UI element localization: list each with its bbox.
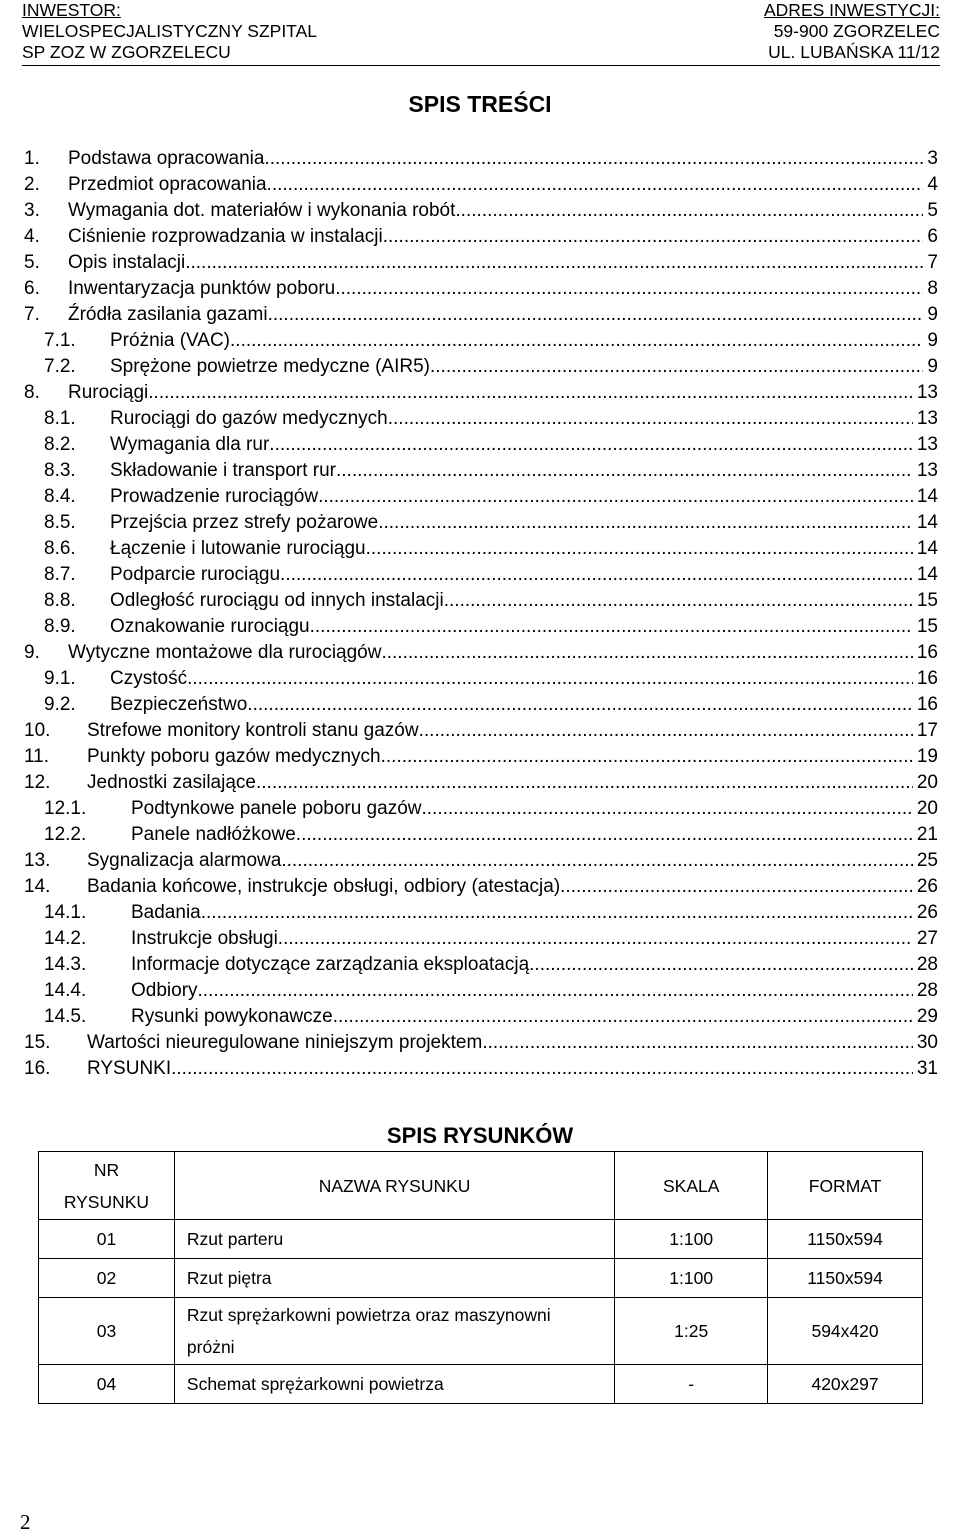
toc-entry-page: 26: [916, 876, 938, 897]
toc-entry-number: 14.3.: [44, 954, 87, 975]
toc-entry-label: Inwentaryzacja punktów poboru: [68, 276, 335, 302]
toc-entry-label: Źródła zasilania gazami: [68, 302, 268, 328]
page-number: 2: [20, 1510, 31, 1534]
toc-dot-leader: [560, 874, 913, 900]
toc-entry-number: 8.2.: [44, 434, 76, 455]
toc-entry-page: 30: [916, 1032, 938, 1053]
toc-entry: [0, 822, 960, 848]
toc-entry-page: 13: [916, 460, 938, 481]
toc-entry-page: 16: [916, 694, 938, 715]
toc-entry-page: 13: [916, 382, 938, 403]
toc-entry-text: [68, 146, 938, 172]
table-row: [39, 1259, 923, 1298]
drawing-format: 1150x594: [768, 1259, 923, 1298]
toc-entry-page: 14: [916, 486, 938, 507]
toc-entry-page: 20: [916, 772, 938, 793]
toc-entry-number: 8.: [24, 382, 40, 403]
header-investor-line: WIELOSPECJALISTYCZNY SZPITAL: [22, 21, 317, 41]
toc-dot-leader: [187, 666, 913, 692]
toc-entry-number: 8.8.: [44, 590, 76, 611]
toc-dot-leader: [378, 510, 913, 536]
toc-entry-number: 8.3.: [44, 460, 76, 481]
toc-entry-text: [87, 1030, 938, 1056]
toc-dot-leader: [148, 380, 913, 406]
toc-entry-label: Rysunki powykonawcze: [131, 1004, 333, 1030]
toc-dot-leader: [280, 562, 913, 588]
header-scale: SKALA: [615, 1152, 768, 1220]
drawing-name: Rzut parteru: [174, 1220, 614, 1259]
toc-entry-text: [68, 276, 938, 302]
toc-entry-page: 20: [916, 798, 938, 819]
toc-entry-page: 14: [916, 564, 938, 585]
toc-entry-label: Opis instalacji: [68, 250, 185, 276]
drawing-scale: -: [615, 1365, 768, 1404]
toc-dot-leader: [430, 354, 923, 380]
drawing-nr: 04: [39, 1365, 175, 1404]
toc-entry-text: [68, 172, 938, 198]
toc-entry-page: 17: [916, 720, 938, 741]
toc-entry-page: 9: [927, 304, 938, 325]
toc-entry-number: 10.: [24, 720, 51, 741]
toc-entry-page: 4: [927, 174, 938, 195]
toc-entry-number: 5.: [24, 252, 40, 273]
toc-entry: [0, 666, 960, 692]
toc-entry-label: Podtynkowe panele poboru gazów: [131, 796, 421, 822]
toc-entry-page: 14: [916, 538, 938, 559]
toc-entry-page: 16: [916, 668, 938, 689]
toc-entry: [0, 744, 960, 770]
toc-dot-leader: [296, 822, 913, 848]
toc-entry-text: [131, 900, 938, 926]
header-address-label: ADRES INWESTYCJI:: [764, 0, 940, 20]
toc-entry-text: [110, 458, 938, 484]
toc-entry-label: Podstawa opracowania: [68, 146, 264, 172]
toc-entry-number: 9.2.: [44, 694, 76, 715]
toc-dot-leader: [366, 536, 913, 562]
toc-entry-page: 29: [916, 1006, 938, 1027]
toc-entry-page: 9: [927, 330, 938, 351]
toc-entry-label: Strefowe monitory kontroli stanu gazów: [87, 718, 419, 744]
toc-entry-text: [110, 328, 938, 354]
toc-entry-number: 8.6.: [44, 538, 76, 559]
toc-entry: [0, 926, 960, 952]
toc-entry-text: [87, 874, 938, 900]
toc-entry-text: [131, 978, 938, 1004]
toc-dot-leader: [455, 198, 923, 224]
drawing-nr: 01: [39, 1220, 175, 1259]
table-of-contents: [0, 146, 960, 1082]
toc-entry-page: 13: [916, 408, 938, 429]
toc-entry-number: 7.1.: [44, 330, 76, 351]
toc-dot-leader: [381, 640, 912, 666]
toc-entry-text: [131, 952, 938, 978]
toc-entry-text: [68, 224, 938, 250]
toc-entry-text: [68, 302, 938, 328]
toc-entry-number: 14.: [24, 876, 51, 897]
toc-entry: [0, 250, 960, 276]
drawing-format: 420x297: [768, 1365, 923, 1404]
toc-entry-label: Odległość rurociągu od innych instalacji: [110, 588, 444, 614]
toc-entry-text: [110, 510, 938, 536]
toc-entry-label: Odbiory: [131, 978, 198, 1004]
toc-entry-number: 8.7.: [44, 564, 76, 585]
toc-dot-leader: [336, 458, 913, 484]
toc-entry: [0, 406, 960, 432]
toc-entry-page: 6: [927, 226, 938, 247]
toc-entry-number: 14.4.: [44, 980, 87, 1001]
toc-entry-text: [110, 484, 938, 510]
toc-entry-label: Czystość: [110, 666, 187, 692]
header-format: FORMAT: [768, 1152, 923, 1220]
drawing-format: 594x420: [768, 1298, 923, 1365]
toc-entry-text: [110, 562, 938, 588]
toc-entry-label: Instrukcje obsługi: [131, 926, 278, 952]
header-nr-line: RYSUNKU: [63, 1191, 150, 1212]
toc-entry-number: 15.: [24, 1032, 51, 1053]
toc-entry-text: [131, 926, 938, 952]
toc-entry-page: 27: [916, 928, 938, 949]
toc-entry: [0, 172, 960, 198]
header-investor-line: SP ZOZ W ZGORZELECU: [22, 42, 231, 62]
toc-entry-label: Informacje dotyczące zarządzania eksploatacją: [131, 952, 529, 978]
toc-dot-leader: [264, 146, 923, 172]
toc-entry: [0, 328, 960, 354]
toc-entry: [0, 588, 960, 614]
toc-dot-leader: [268, 302, 924, 328]
toc-entry: [0, 900, 960, 926]
toc-entry-label: Punkty poboru gazów medycznych: [87, 744, 381, 770]
toc-entry: [0, 380, 960, 406]
toc-entry-text: [87, 1056, 938, 1082]
toc-entry-number: 2.: [24, 174, 40, 195]
toc-entry-text: [87, 770, 938, 796]
toc-entry-text: [87, 744, 938, 770]
toc-entry-number: 4.: [24, 226, 40, 247]
drawings-table-header: [39, 1152, 923, 1220]
toc-entry: [0, 978, 960, 1004]
toc-entry-page: 31: [916, 1058, 938, 1079]
toc-entry: [0, 770, 960, 796]
header-address-line: UL. LUBAŃSKA 11/12: [768, 42, 940, 62]
toc-entry-number: 8.1.: [44, 408, 76, 429]
toc-entry: [0, 536, 960, 562]
toc-entry-label: Ciśnienie rozprowadzania w instalacji: [68, 224, 383, 250]
toc-entry-label: Oznakowanie rurociągu: [110, 614, 310, 640]
toc-entry-number: 12.: [24, 772, 51, 793]
toc-entry-number: 16.: [24, 1058, 51, 1079]
toc-entry-number: 6.: [24, 278, 40, 299]
toc-entry: [0, 718, 960, 744]
toc-dot-leader: [421, 796, 912, 822]
toc-dot-leader: [171, 1056, 913, 1082]
header-investor-label: INWESTOR:: [22, 0, 121, 20]
toc-entry-label: Sprężone powietrze medyczne (AIR5): [110, 354, 430, 380]
toc-entry-label: Wymagania dla rur: [110, 432, 269, 458]
toc-entry-page: 25: [916, 850, 938, 871]
toc-entry-number: 11.: [24, 746, 50, 767]
toc-entry-text: [110, 432, 938, 458]
toc-entry-label: Rurociągi do gazów medycznych: [110, 406, 388, 432]
toc-entry-number: 8.9.: [44, 616, 76, 637]
header-investor: [22, 0, 317, 63]
toc-entry-page: 15: [916, 590, 938, 611]
toc-dot-leader: [318, 484, 913, 510]
drawing-name-line: Rzut sprężarkowni powietrza oraz maszynowni: [186, 1305, 551, 1325]
toc-entry-number: 9.1.: [44, 668, 76, 689]
toc-entry-text: [87, 848, 938, 874]
toc-entry-text: [110, 692, 938, 718]
toc-entry-label: Bezpieczeństwo: [110, 692, 247, 718]
toc-entry-number: 8.5.: [44, 512, 76, 533]
toc-dot-leader: [444, 588, 913, 614]
header-divider: [22, 65, 940, 66]
toc-entry-text: [131, 822, 938, 848]
toc-dot-leader: [247, 692, 913, 718]
toc-entry-number: 14.2.: [44, 928, 87, 949]
toc-entry-page: 13: [916, 434, 938, 455]
toc-entry-page: 15: [916, 616, 938, 637]
toc-entry-number: 13.: [24, 850, 51, 871]
toc-dot-leader: [198, 978, 913, 1004]
toc-entry-text: [68, 250, 938, 276]
drawing-scale: 1:100: [615, 1220, 768, 1259]
toc-entry-page: 3: [927, 148, 938, 169]
toc-entry-page: 28: [916, 954, 938, 975]
header-nr: [39, 1152, 175, 1220]
toc-entry-text: [110, 406, 938, 432]
toc-dot-leader: [333, 1004, 913, 1030]
toc-title: SPIS TREŚCI: [408, 91, 552, 117]
toc-dot-leader: [335, 276, 923, 302]
toc-entry: [0, 354, 960, 380]
toc-entry: [0, 224, 960, 250]
toc-entry-label: Sygnalizacja alarmowa: [87, 848, 281, 874]
toc-entry-text: [110, 588, 938, 614]
toc-entry-label: Badania: [131, 900, 201, 926]
toc-entry: [0, 1056, 960, 1082]
toc-entry-text: [110, 614, 938, 640]
toc-entry-page: 14: [916, 512, 938, 533]
toc-entry-label: Prowadzenie rurociągów: [110, 484, 318, 510]
toc-dot-leader: [230, 328, 923, 354]
toc-entry-label: Podparcie rurociągu: [110, 562, 280, 588]
drawing-nr: 03: [39, 1298, 175, 1365]
toc-dot-leader: [201, 900, 913, 926]
toc-entry-label: Wytyczne montażowe dla rurociągów: [68, 640, 381, 666]
toc-entry: [0, 640, 960, 666]
toc-entry-page: 8: [927, 278, 938, 299]
toc-entry-label: Przejścia przez strefy pożarowe: [110, 510, 378, 536]
drawings-table: [38, 1151, 923, 1404]
toc-entry-number: 7.2.: [44, 356, 76, 377]
toc-entry-page: 16: [916, 642, 938, 663]
toc-entry-text: [110, 354, 938, 380]
header-name: NAZWA RYSUNKU: [174, 1152, 614, 1220]
toc-entry: [0, 874, 960, 900]
toc-entry: [0, 796, 960, 822]
toc-entry-number: 8.4.: [44, 486, 76, 507]
drawing-name: Rzut piętra: [174, 1259, 614, 1298]
toc-entry-page: 26: [916, 902, 938, 923]
toc-entry: [0, 562, 960, 588]
toc-entry: [0, 848, 960, 874]
toc-dot-leader: [383, 224, 924, 250]
drawing-name: [174, 1298, 614, 1365]
toc-entry: [0, 614, 960, 640]
toc-entry-label: Wartości nieuregulowane niniejszym projektem: [87, 1030, 482, 1056]
toc-dot-leader: [482, 1030, 913, 1056]
drawing-nr: 02: [39, 1259, 175, 1298]
drawings-title: SPIS RYSUNKÓW: [386, 1123, 574, 1148]
toc-entry-label: Panele nadłóżkowe: [131, 822, 296, 848]
toc-entry-label: Jednostki zasilające: [87, 770, 256, 796]
toc-entry-label: Przedmiot opracowania: [68, 172, 267, 198]
toc-dot-leader: [267, 172, 924, 198]
toc-entry: [0, 510, 960, 536]
toc-entry-label: Wymagania dot. materiałów i wykonania robót: [68, 198, 455, 224]
header-address: [764, 0, 940, 63]
toc-entry-number: 9.: [24, 642, 40, 663]
toc-entry-label: RYSUNKI: [87, 1056, 171, 1082]
toc-entry-text: [68, 380, 938, 406]
toc-entry-text: [110, 536, 938, 562]
toc-dot-leader: [419, 718, 913, 744]
toc-dot-leader: [381, 744, 913, 770]
toc-entry-page: 9: [927, 356, 938, 377]
toc-entry: [0, 692, 960, 718]
header-nr-line: NR: [93, 1159, 120, 1180]
toc-entry-label: Łączenie i lutowanie rurociągu: [110, 536, 366, 562]
toc-entry-page: 19: [916, 746, 938, 767]
toc-entry-label: Składowanie i transport rur: [110, 458, 336, 484]
header-address-line: 59-900 ZGORZELEC: [773, 21, 940, 41]
toc-entry-number: 12.1.: [44, 798, 87, 819]
toc-entry-label: Rurociągi: [68, 380, 148, 406]
toc-entry: [0, 484, 960, 510]
toc-entry-page: 21: [916, 824, 938, 845]
drawing-format: 1150x594: [768, 1220, 923, 1259]
toc-dot-leader: [185, 250, 923, 276]
toc-entry-number: 14.5.: [44, 1006, 87, 1027]
toc-dot-leader: [278, 926, 913, 952]
toc-entry-text: [110, 666, 938, 692]
drawing-name: Schemat sprężarkowni powietrza: [174, 1365, 614, 1404]
toc-dot-leader: [529, 952, 913, 978]
toc-entry-label: Badania końcowe, instrukcje obsługi, odbiory (atestacja): [87, 874, 560, 900]
toc-entry-text: [68, 198, 938, 224]
toc-entry-number: 7.: [24, 304, 40, 325]
toc-entry-page: 7: [927, 252, 938, 273]
toc-entry: [0, 198, 960, 224]
toc-entry: [0, 1030, 960, 1056]
drawing-name-line: próżni: [186, 1337, 235, 1357]
drawing-scale: 1:25: [615, 1298, 768, 1365]
toc-entry-number: 1.: [24, 148, 40, 169]
toc-dot-leader: [281, 848, 913, 874]
table-row: [39, 1365, 923, 1404]
table-row: [39, 1298, 923, 1365]
toc-entry: [0, 1004, 960, 1030]
toc-entry: [0, 458, 960, 484]
table-row: [39, 1220, 923, 1259]
toc-dot-leader: [269, 432, 913, 458]
toc-entry-text: [131, 796, 938, 822]
toc-entry-label: Próżnia (VAC): [110, 328, 230, 354]
toc-entry-page: 28: [916, 980, 938, 1001]
toc-entry: [0, 276, 960, 302]
toc-entry-number: 14.1.: [44, 902, 87, 923]
toc-entry-text: [68, 640, 938, 666]
toc-dot-leader: [310, 614, 913, 640]
toc-dot-leader: [388, 406, 913, 432]
toc-entry: [0, 432, 960, 458]
drawing-scale: 1:100: [615, 1259, 768, 1298]
toc-entry: [0, 952, 960, 978]
toc-entry-page: 5: [927, 200, 938, 221]
toc-entry-text: [131, 1004, 938, 1030]
toc-dot-leader: [256, 770, 913, 796]
toc-entry: [0, 146, 960, 172]
toc-entry-number: 3.: [24, 200, 40, 221]
toc-entry: [0, 302, 960, 328]
toc-entry-text: [87, 718, 938, 744]
toc-entry-number: 12.2.: [44, 824, 87, 845]
